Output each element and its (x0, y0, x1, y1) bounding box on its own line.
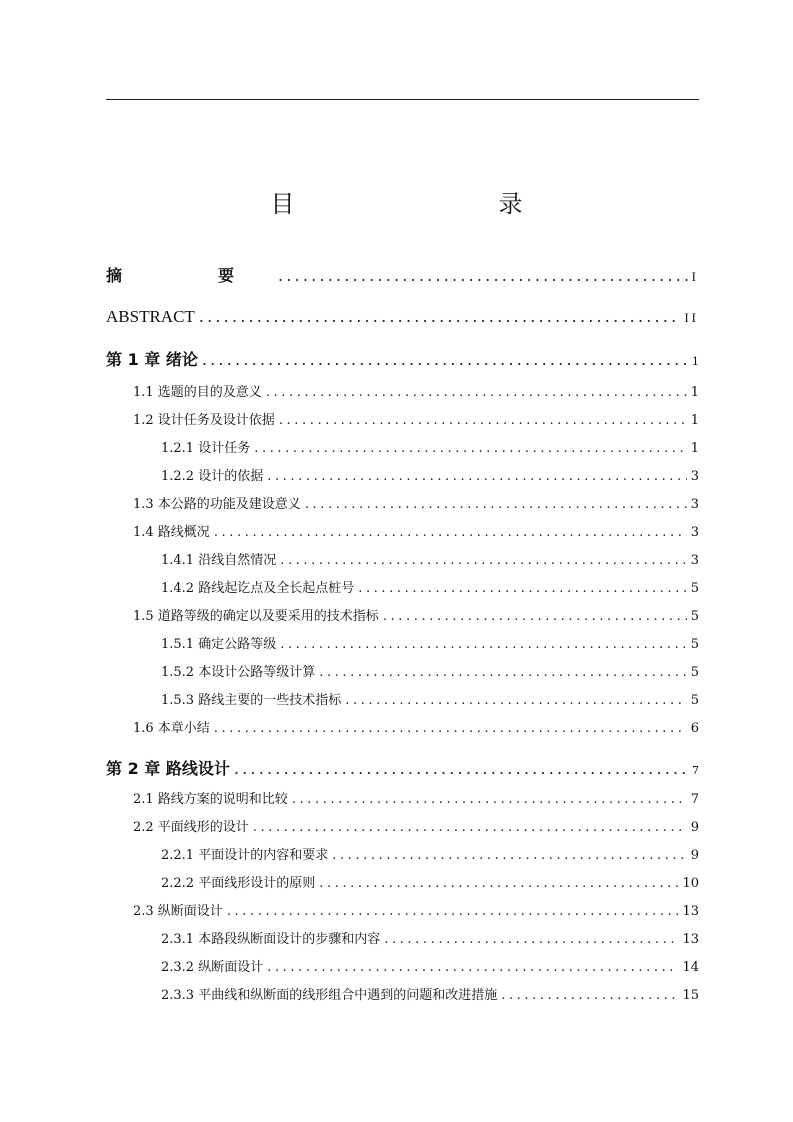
dot-leader (254, 439, 687, 459)
toc-page-number: II (684, 310, 699, 325)
toc-entry-label: 2.3.3 平曲线和纵断面的线形组合中遇到的问题和改进措施 (161, 988, 498, 1003)
toc-entry-label: 1.5.2 本设计公路等级计算 (161, 665, 316, 680)
toc-entry[interactable] (133, 719, 699, 739)
toc-entry-label: 1.2 设计任务及设计依据 (133, 413, 275, 428)
dot-leader (292, 790, 687, 810)
toc-entry[interactable] (161, 874, 699, 894)
toc-entry[interactable] (106, 306, 699, 328)
toc-entry-label: 1.1 选题的目的及意义 (133, 385, 262, 400)
toc-entry[interactable] (106, 758, 699, 780)
toc-entry-label: 1.4.1 沿线自然情况 (161, 553, 277, 568)
toc-page-number: 5 (690, 581, 699, 596)
toc-entry[interactable] (161, 986, 699, 1006)
toc-entry-label: 1.2.2 设计的依据 (161, 469, 264, 484)
toc-page-number: 9 (690, 820, 699, 835)
toc-page-number: 3 (690, 469, 699, 484)
toc-entry[interactable] (133, 818, 699, 838)
toc-entry[interactable] (161, 551, 699, 571)
dot-leader (501, 986, 678, 1006)
toc-page-number: 9 (690, 848, 699, 863)
toc-entry-label: 2.3.1 本路段纵断面设计的步骤和内容 (161, 932, 381, 947)
toc-page-number: 3 (690, 497, 699, 512)
dot-leader (358, 579, 687, 599)
page-title: 目 录 (270, 190, 575, 218)
dot-leader (319, 874, 678, 894)
toc-entry-label: 摘 要 (106, 266, 275, 285)
toc-page-number: 13 (682, 932, 699, 947)
dot-leader (305, 495, 687, 515)
toc-page-number: 3 (690, 553, 699, 568)
toc-entry-label: 2.2.2 平面线形设计的原则 (161, 876, 316, 891)
dot-leader (267, 958, 678, 978)
dot-leader (266, 383, 687, 403)
toc-page-number: 15 (682, 988, 699, 1003)
toc-entry[interactable] (161, 635, 699, 655)
toc-entry[interactable] (106, 349, 699, 371)
toc-entry[interactable] (133, 902, 699, 922)
toc-page-number: 1 (692, 355, 699, 368)
toc-entry[interactable] (133, 495, 699, 515)
toc-entry-label: 2.3 纵断面设计 (133, 904, 223, 919)
toc-entry-label: 1.4 路线概况 (133, 525, 210, 540)
toc-page-number: 7 (692, 764, 699, 777)
toc-entry[interactable] (161, 846, 699, 866)
header-rule (106, 99, 699, 100)
toc-page-number: 7 (690, 792, 699, 807)
dot-leader (332, 846, 687, 866)
toc-entry[interactable] (161, 663, 699, 683)
dot-leader (227, 902, 679, 922)
toc-entry-label: 1.3 本公路的功能及建设意义 (133, 497, 301, 512)
toc-entry-label: 2.2 平面线形的设计 (133, 820, 249, 835)
toc-entry[interactable] (106, 265, 699, 287)
toc-entry-label: 第 2 章 路线设计 (106, 759, 230, 778)
dot-leader (267, 467, 687, 487)
toc-entry-label: 1.5 道路等级的确定以及要采用的技术指标 (133, 609, 379, 624)
toc-entry-label: 2.3.2 纵断面设计 (161, 960, 264, 975)
dot-leader (319, 663, 687, 683)
toc-entry-label: 1.4.2 路线起讫点及全长起点桩号 (161, 581, 355, 596)
toc-page-number: 3 (690, 525, 699, 540)
toc-entry-label: 1.6 本章小结 (133, 721, 210, 736)
dot-leader (234, 758, 688, 780)
toc-entry-label: 第 1 章 绪论 (106, 350, 198, 369)
dot-leader (280, 635, 687, 655)
toc-entry[interactable] (161, 958, 699, 978)
dot-leader (384, 930, 678, 950)
dot-leader (279, 411, 687, 431)
dot-leader (253, 818, 687, 838)
toc-page-number: 1 (690, 413, 699, 428)
dot-leader (199, 306, 681, 328)
toc-page-number: 1 (690, 385, 699, 400)
toc-entry[interactable] (133, 790, 699, 810)
toc-entry-label: 1.2.1 设计任务 (161, 441, 251, 456)
dot-leader (214, 523, 687, 543)
dot-leader (280, 551, 687, 571)
toc-entry-label: 2.2.1 平面设计的内容和要求 (161, 848, 329, 863)
toc-page-number: 5 (690, 609, 699, 624)
toc-page-number: 10 (682, 876, 699, 891)
toc-entry-label: 1.5.3 路线主要的一些技术指标 (161, 693, 342, 708)
toc-entry[interactable] (133, 411, 699, 431)
toc-page-number: 5 (690, 637, 699, 652)
toc-entry[interactable] (161, 579, 699, 599)
toc-page-number: 14 (682, 960, 699, 975)
toc-entry-label: 1.5.1 确定公路等级 (161, 637, 277, 652)
dot-leader (383, 607, 687, 627)
toc-page-number: 13 (682, 904, 699, 919)
toc-page-number: I (691, 269, 699, 284)
toc-page-number: 5 (690, 665, 699, 680)
toc-entry[interactable] (133, 607, 699, 627)
toc-entry-label: 2.1 路线方案的说明和比较 (133, 792, 288, 807)
dot-leader (214, 719, 687, 739)
dot-leader (278, 265, 688, 287)
toc-entry[interactable] (161, 467, 699, 487)
dot-leader (345, 691, 687, 711)
toc-page-number: 1 (690, 441, 699, 456)
toc-entry[interactable] (133, 383, 699, 403)
toc-entry[interactable] (161, 930, 699, 950)
dot-leader (202, 349, 688, 371)
toc-entry[interactable] (161, 691, 699, 711)
toc-entry[interactable] (133, 523, 699, 543)
toc-entry-label: ABSTRACT (106, 307, 195, 326)
toc-page-number: 6 (690, 721, 699, 736)
toc-entry[interactable] (161, 439, 699, 459)
toc-page-number: 5 (690, 693, 699, 708)
